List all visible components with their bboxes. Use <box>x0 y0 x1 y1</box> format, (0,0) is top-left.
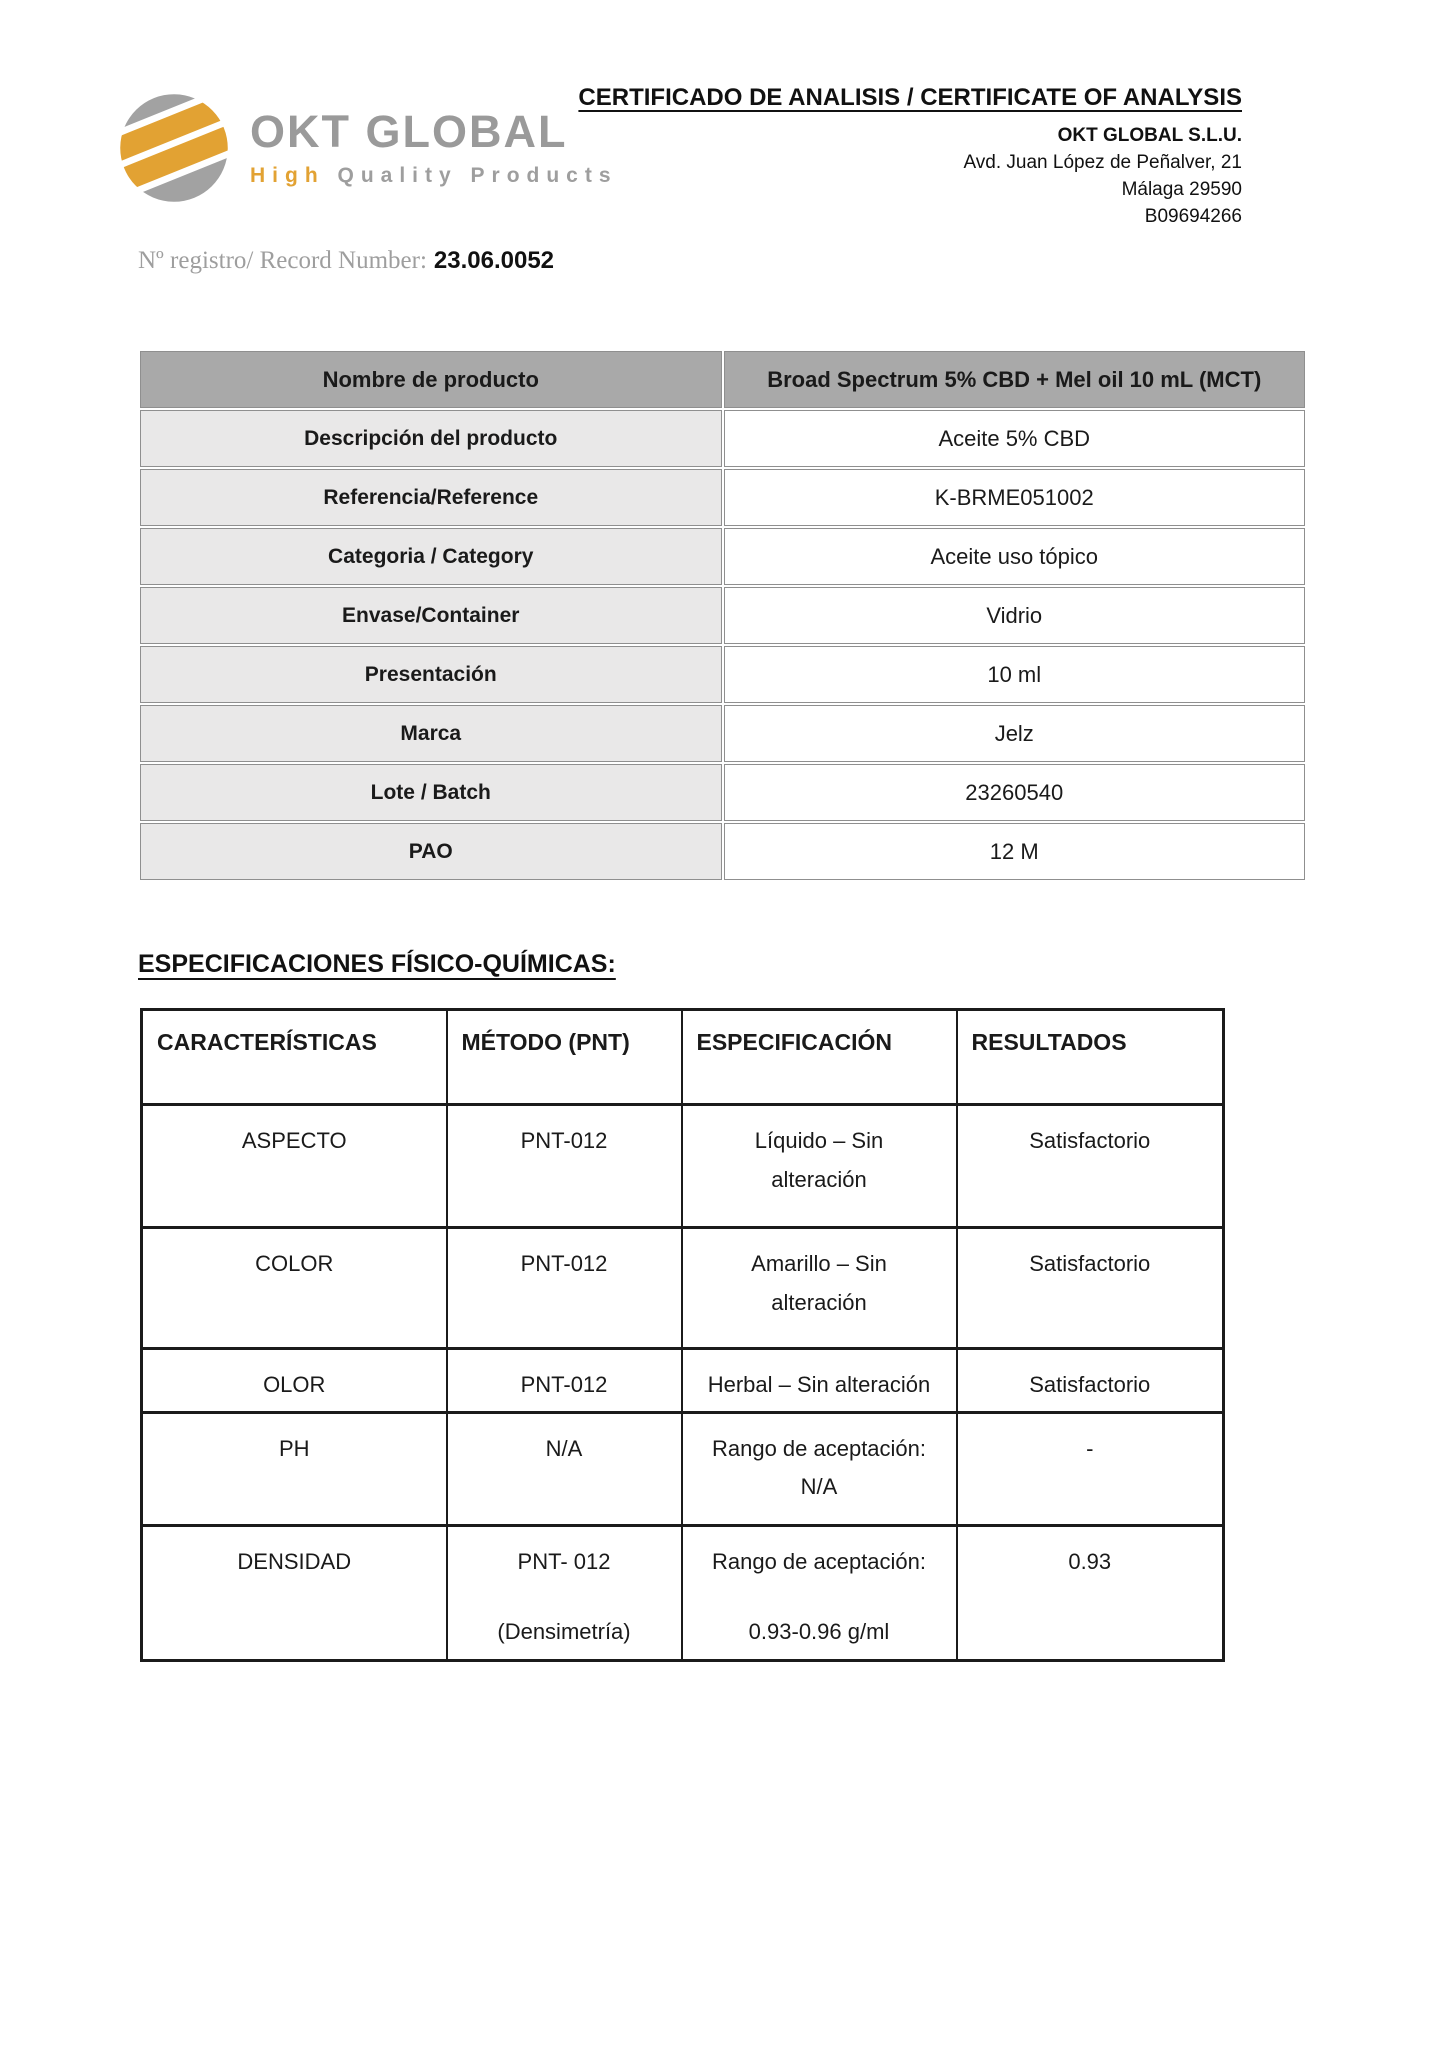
spec-cell-line: 0.93-0.96 g/ml <box>748 1619 890 1644</box>
spec-caracteristica: DENSIDAD <box>142 1525 447 1660</box>
record-number-label: Nº registro/ Record Number: <box>138 247 427 274</box>
company-name: OKT GLOBAL S.L.U. <box>1057 125 1242 146</box>
company-address: Avd. Juan López de Peñalver, 21 <box>963 152 1242 173</box>
product-row <box>140 528 1305 585</box>
spec-cell-line: N/A <box>545 1435 583 1461</box>
logo-wordmark: OKT GLOBAL <box>250 105 568 157</box>
spec-cell-line: Herbal – Sin alteración <box>707 1372 931 1397</box>
spec-cell-line: Rango de aceptación: <box>711 1548 927 1574</box>
logo-tagline-rest: Quality Products <box>337 163 618 187</box>
spec-row-ph <box>142 1412 1224 1525</box>
spec-cell-line: PNT-012 <box>520 1372 608 1397</box>
spec-caracteristica: PH <box>142 1412 447 1525</box>
document-title: CERTIFICADO DE ANALISIS / CERTIFICATE OF ANALYSIS <box>578 84 1242 111</box>
spec-metodo <box>447 1412 682 1525</box>
company-city: Málaga 29590 <box>1121 179 1242 200</box>
spec-column-header: RESULTADOS <box>957 1010 1224 1105</box>
spec-caracteristica: OLOR <box>142 1349 447 1413</box>
spec-cell-line: alteración <box>771 1289 867 1315</box>
record-number-line <box>138 246 554 275</box>
product-row <box>140 705 1305 762</box>
product-field-value: K-BRME051002 <box>724 469 1306 526</box>
logo-tagline <box>250 164 618 188</box>
product-field-value: 10 ml <box>724 646 1306 703</box>
company-id: B09694266 <box>1144 206 1242 227</box>
spec-table <box>140 1008 1225 1662</box>
product-field-label: Lote / Batch <box>140 764 722 821</box>
spec-especificacion <box>682 1525 957 1660</box>
spec-cell-line: PNT-012 <box>520 1128 608 1153</box>
product-field-label: Categoria / Category <box>140 528 722 585</box>
product-field-label: Envase/Container <box>140 587 722 644</box>
spec-metodo <box>447 1525 682 1660</box>
spec-cell-line: Líquido – Sin <box>754 1128 884 1153</box>
spec-especificacion <box>682 1105 957 1228</box>
spec-cell-line: alteración <box>771 1166 867 1192</box>
spec-column-header: MÉTODO (PNT) <box>447 1010 682 1105</box>
spec-row-color <box>142 1228 1224 1349</box>
spec-especificacion <box>682 1349 957 1413</box>
record-number-value: 23.06.0052 <box>433 247 555 274</box>
spec-caracteristica: ASPECTO <box>142 1105 447 1228</box>
product-table <box>138 349 1307 882</box>
product-field-label: Presentación <box>140 646 722 703</box>
product-field-label: Descripción del producto <box>140 410 722 467</box>
okt-global-logo <box>118 92 618 204</box>
spec-column-header: CARACTERÍSTICAS <box>142 1010 447 1105</box>
spec-cell-line: Amarillo – Sin <box>751 1251 887 1276</box>
product-field-label: PAO <box>140 823 722 880</box>
spec-cell-line: Rango de aceptación: <box>711 1435 927 1461</box>
spec-metodo <box>447 1228 682 1349</box>
spec-especificacion <box>682 1228 957 1349</box>
specs-section-heading: ESPECIFICACIONES FÍSICO-QUÍMICAS: <box>138 950 616 978</box>
spec-row-olor <box>142 1349 1224 1413</box>
spec-cell-line: N/A <box>800 1474 838 1499</box>
spec-row-densidad <box>142 1525 1224 1660</box>
spec-table-head <box>142 1010 1224 1105</box>
spec-especificacion <box>682 1412 957 1525</box>
product-field-label: Nombre de producto <box>140 351 722 408</box>
spec-caracteristica: COLOR <box>142 1228 447 1349</box>
product-field-value: Jelz <box>724 705 1306 762</box>
spec-metodo <box>447 1349 682 1413</box>
logo-tagline-accent: High <box>250 163 325 187</box>
spec-resultado: Satisfactorio <box>957 1105 1224 1228</box>
product-row <box>140 646 1305 703</box>
product-row <box>140 764 1305 821</box>
spec-table-body <box>142 1105 1224 1661</box>
product-row <box>140 410 1305 467</box>
product-row <box>140 469 1305 526</box>
product-field-value: Aceite uso tópico <box>724 528 1306 585</box>
document-header <box>578 84 1242 230</box>
striped-globe-icon <box>118 92 230 204</box>
product-field-value: Aceite 5% CBD <box>724 410 1306 467</box>
product-row <box>140 587 1305 644</box>
product-field-value: 12 M <box>724 823 1306 880</box>
spec-cell-line: PNT- 012 <box>517 1548 611 1574</box>
product-field-value: Vidrio <box>724 587 1306 644</box>
product-field-label: Marca <box>140 705 722 762</box>
spec-resultado: - <box>957 1412 1224 1525</box>
spec-metodo <box>447 1105 682 1228</box>
spec-row-aspecto <box>142 1105 1224 1228</box>
product-field-value: 23260540 <box>724 764 1306 821</box>
spec-header-row <box>142 1010 1224 1105</box>
spec-cell-line: PNT-012 <box>520 1251 608 1276</box>
spec-resultado: Satisfactorio <box>957 1228 1224 1349</box>
spec-column-header: ESPECIFICACIÓN <box>682 1010 957 1105</box>
product-field-value: Broad Spectrum 5% CBD + Mel oil 10 mL (MCT) <box>724 351 1306 408</box>
spec-resultado: 0.93 <box>957 1525 1224 1660</box>
spec-resultado: Satisfactorio <box>957 1349 1224 1413</box>
product-table-body <box>140 351 1305 880</box>
product-row <box>140 351 1305 408</box>
product-row <box>140 823 1305 880</box>
spec-cell-line: (Densimetría) <box>497 1619 631 1644</box>
product-field-label: Referencia/Reference <box>140 469 722 526</box>
